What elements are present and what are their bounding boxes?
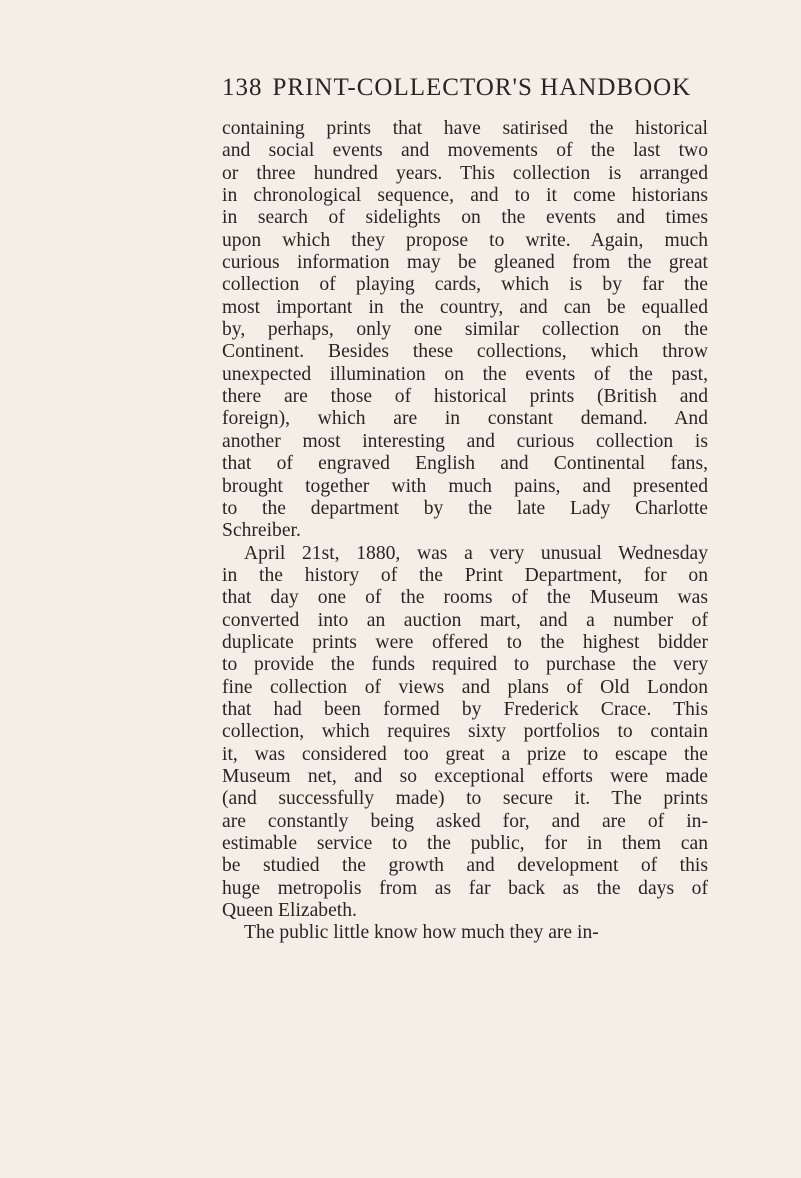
text-line: that of engraved English and Continental fans, (222, 453, 708, 475)
text-line: collection of playing cards, which is by far the (222, 274, 708, 296)
text-line: in chronological sequence, and to it come historians (222, 185, 708, 207)
text-line: Schreiber. (222, 520, 301, 542)
text-line: converted into an auction mart, and a number of (222, 609, 708, 631)
text-line: another most interesting and curious collection is (222, 430, 708, 452)
text-line: Queen Elizabeth. (222, 900, 357, 922)
text-line: or three hundred years. This collection is arranged (222, 162, 708, 184)
text-line: are constantly being asked for, and are of in- (222, 810, 708, 832)
text-line: estimable service to the public, for in them can (222, 833, 708, 854)
page-header (222, 74, 702, 108)
text-line: in search of sidelights on the events and times (222, 207, 708, 229)
text-line: Continent. Besides these collections, which throw (222, 341, 708, 363)
text-line: to provide the funds required to purchase the very (222, 654, 708, 676)
text-line: most important in the country, and can be equalled (222, 296, 708, 318)
text-line: containing prints that have satirised the historical (222, 118, 708, 139)
text-line: unexpected illumination on the events of the past, (222, 363, 708, 385)
text-line: The public little know how much they are in- (244, 922, 599, 944)
paragraph (222, 922, 708, 944)
text-line: fine collection of views and plans of Old London (222, 676, 708, 698)
text-line: be studied the growth and development of this (222, 855, 708, 877)
text-line: brought together with much pains, and presented (222, 475, 708, 497)
body-text (222, 118, 708, 945)
text-line: that had been formed by Frederick Crace. This (222, 698, 708, 720)
running-title: PRINT-COLLECTOR'S HANDBOOK (272, 74, 692, 101)
text-line: curious information may be gleaned from the great (222, 252, 708, 274)
text-line: there are those of historical prints (British and (222, 386, 708, 408)
text-line: to the department by the late Lady Charlotte (222, 497, 708, 519)
text-line: collection, which requires sixty portfolios to contain (222, 721, 708, 743)
text-line: upon which they propose to write. Again, much (222, 229, 708, 251)
text-line: Museum net, and so exceptional efforts were made (222, 765, 708, 787)
text-line: in the history of the Print Department, for on (222, 564, 708, 586)
text-line: by, perhaps, only one similar collection on the (222, 319, 708, 341)
text-line: foreign), which are in constant demand. And (222, 408, 708, 430)
text-line: that day one of the rooms of the Museum was (222, 587, 708, 609)
text-line: it, was considered too great a prize to escape the (222, 743, 708, 765)
paragraph (222, 118, 708, 543)
text-line: huge metropolis from as far back as the days of (222, 877, 708, 899)
text-line: and social events and movements of the last two (222, 140, 708, 162)
text-line: April 21st, 1880, was a very unusual Wednesday (244, 542, 708, 564)
paragraph (222, 543, 708, 923)
text-line: (and successfully made) to secure it. The prints (222, 788, 708, 810)
text-line: duplicate prints were offered to the highest bidder (222, 631, 708, 653)
page-number: 138 (222, 74, 263, 101)
